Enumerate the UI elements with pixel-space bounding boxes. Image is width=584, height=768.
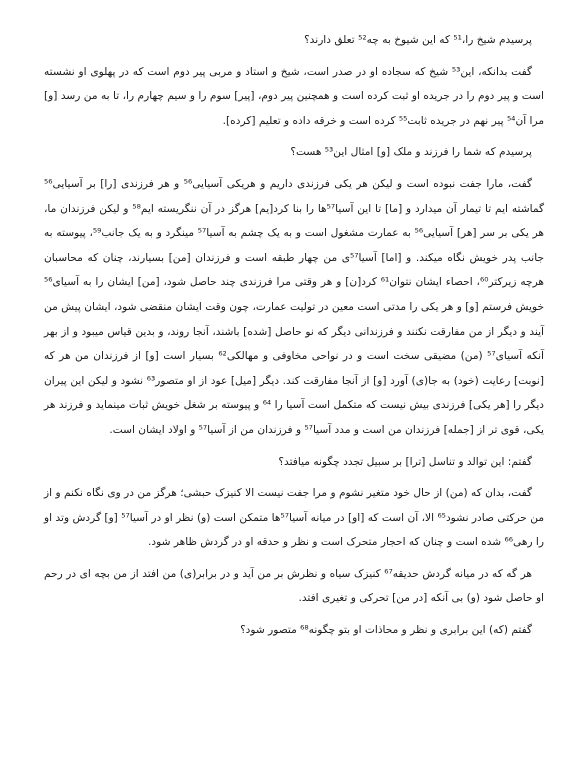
question-paragraph: گفتم (که) این برابری و نظر و محاذات او بتو چگونه⁶⁸ متصور شود؟ <box>240 624 532 637</box>
question-paragraph: پرسیدم شیخ را،⁵¹ که این شیوخ به چه⁵² تعلق دارند؟ <box>304 34 532 46</box>
answer-paragraph: گفت، مارا جفت نبوده است و لیکن هر یکی فرزندی داریم و هریکی آسیایی⁵⁶ و هر فرزندی [را] بر آسیایی⁵⁶ گماشته ایم تا تیمار آن میدارد و [ما] تا این آسیا⁵⁷ها را بنا کرد[یم] هرگز در آن ننگریسته ایم⁵⁸ و لیکن فرزندان ما، هر یکی بر سر [هر] آسیایی⁵⁶ به عمارت مشغول است و به یک چشم به آسیا⁵⁷ مینگرد و به یک جانب⁵⁹، پیوسته به جانب پدر خویش نگاه میکند. و [اما] آسیا⁵⁷ی من چهار طبقه است و فرزندان [من] بسیارند، چنان که محاسبان هرچه زیرکتر⁶⁰، احصاء ایشان نتوان⁶¹ کرد[ن] و هر وقتی مرا فرزندی چند حاصل شود، [من] ایشان را به آسیای⁵⁶ خویش فرستم [و] و هر یکی را مدتی است معین در تولیت عمارت، چون وقت ایشان منقضی شود، ایشان پیش من آیند و دیگر از من مفارقت نکنند و فرزندانی دیگر که نو حاصل [شده] باشند، آنجا روند، و بدین قیاس میبود و از بهر آنکه آسیای⁵⁷ (من) مضیقی سخت است و در نواحی مخاوفی و مهالکی⁶² بسیار است [و] از فرزندان من هر که [نوبت] رعایت (خود) به جا(ی) آورد [و] از آنجا مفارقت کند. دیگر [میل] عود از او متصور⁶³ نشود و لیکن این پیران دیگر را [هر یکی] فرزندی بیش نیست که متکمل است آسیا را ⁶⁴ و پیوسته بر شغل خویش ثبات مینماید و فرزند هر یکی، قوی تر از [جمله] فرزندان من است و مدد آسیا⁵⁷ و فرزندان من از آسیا⁵⁷ و اولاد ایشان است. <box>44 177 544 436</box>
paragraph-spacer <box>44 474 544 481</box>
paragraph-spacer <box>44 133 544 140</box>
paragraph-spacer <box>44 611 544 618</box>
answer-paragraph: هر گه که در میانه گردش حدیقه⁶⁷ کنیزک سیاه و نظرش بر من آید و در برابر(ی) من افتد از من بچه ای در رحم او حاصل شود (و) بی آنکه [در من] تحرکی و تغیری افتد. <box>44 567 544 605</box>
question-paragraph: پرسیدم که شما را فرزند و ملک [و] امثال این⁵³ هست؟ <box>290 146 532 159</box>
paragraph-spacer <box>44 555 544 562</box>
answer-paragraph: گفت بدانکه، این⁵³ شیخ که سجاده او در صدر است، شیخ و استاد و مربی پیر دوم است که در پهلوی او نشسته است و پیر دوم را در جریده او ثبت کرده است و همچنین پیر دوم، [پیر] سوم را و سیم چهارم را، تا به من رسد [و] مرا آن⁵⁴ پیر نهم در جریده ثابت⁵⁵ کرده است و خرقه داده و تعلیم [کرده]. <box>44 65 544 127</box>
paragraph-spacer <box>44 443 544 450</box>
question-paragraph: گفتم: این توالد و تناسل [ترا] بر سبیل تجدد چگونه میافتد؟ <box>278 455 532 468</box>
paragraph-spacer <box>44 165 544 172</box>
paragraph-spacer <box>44 53 544 60</box>
answer-paragraph: گفت، بدان که (من) از حال خود متغیر نشوم و مرا جفت نیست الا کنیزک حبشی؛ هرگز من در وی نگاه نکنم و از من حرکتی صادر نشود⁶⁵ الا، آن است که [او] در میانه آسیا⁵⁷ها متمکن است (و) نظر او در آسیا⁵⁷ [و] گردش وتد او را رهی⁶⁶ شده است و چنان که احجار متحرک است و نظر و حدقه او در گردش ظاهر شود. <box>44 487 544 549</box>
